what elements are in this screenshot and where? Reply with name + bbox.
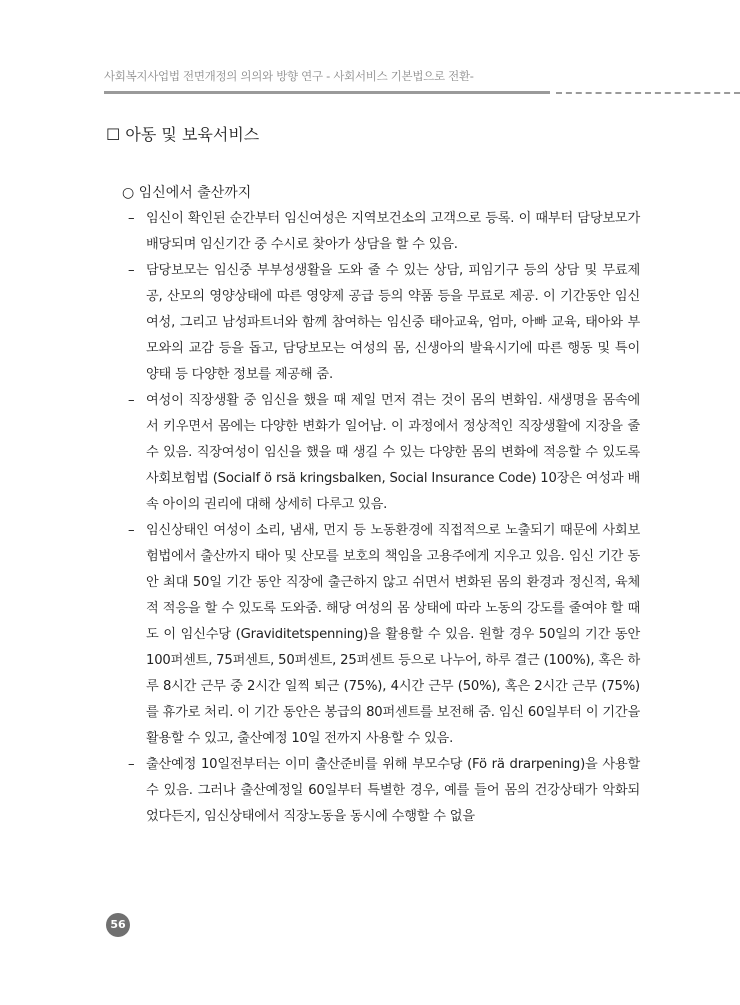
body-content — [128, 206, 640, 830]
subsection-heading: ○ 임신에서 출산까지 — [122, 185, 252, 201]
bullet-dash: – — [128, 393, 135, 408]
running-header-title: 사회복지사업법 전면개정의 의의와 방향 연구 - 사회서비스 기본법으로 전환- — [104, 69, 474, 83]
bullet-text: 출산예정 10일전부터는 이미 출산준비를 위해 부모수당 (Fö rä drarpening)을 사용할 수 있음. 그러나 출산예정일 60일부터 특별한 경우, 예를 들어 몸의 건강상태가 악화되었다든지, 임신상태에서 직장노동을 동시에 수행할 수 없을 — [146, 757, 640, 824]
bullet-item — [128, 388, 640, 518]
page-number-badge: 56 — [106, 913, 130, 937]
bullet-dash: – — [128, 523, 135, 538]
bullet-text: 임신이 확인된 순간부터 임신여성은 지역보건소의 고객으로 등록. 이 때부터 담당보모가 배당되며 임신기간 중 수시로 찾아가 상담을 할 수 있음. — [146, 211, 640, 252]
bullet-item — [128, 518, 640, 752]
bullet-dash: – — [128, 757, 135, 772]
bullet-item — [128, 258, 640, 388]
header-rule — [104, 91, 550, 94]
bullet-dash: – — [128, 211, 135, 226]
bullet-dash: – — [128, 263, 135, 278]
header-dashed-rule — [556, 92, 740, 94]
bullet-text: 임신상태인 여성이 소리, 냄새, 먼지 등 노동환경에 직접적으로 노출되기 때문에 사회보험법에서 출산까지 태아 및 산모를 보호의 책임을 고용주에게 지우고 있음. 임신 기간 동안 최대 50일 기간 동안 직장에 출근하지 않고 쉬면서 변화된 몸의 환경과 정신적, 육체적 적응을 할 수 있도록 도와줌. 해당 여성의 몸 상태에 따라 노동의 강도를 줄여야 할 때도 이 임신수당 (Graviditetspenning)을 활용할 수 있음. 원할 경우 50일의 기간 동안 100퍼센트, 75퍼센트, 50퍼센트, 25퍼센트 등으로 나누어, 하루 결근 (100%), 혹은 하루 8시간 근무 중 2시간 일찍 퇴근 (75%), 4시간 근무 (50%), 혹은 2시간 근무 (75%)를 휴가로 처리. 이 기간 동안은 봉급의 80퍼센트를 보전해 줌. 임신 60일부터 이 기간을 활용할 수 있고, 출산예정 10일 전까지 사용할 수 있음. — [146, 523, 640, 746]
section-heading: ☐ 아동 및 보육서비스 — [106, 125, 260, 144]
bullet-text: 여성이 직장생활 중 임신을 했을 때 제일 먼저 겪는 것이 몸의 변화임. 새생명을 몸속에서 키우면서 몸에는 다양한 변화가 일어남. 이 과정에서 정상적인 직장생활에 지장을 줄 수 있음. 직장여성이 임신을 했을 때 생길 수 있는 다양한 몸의 변화에 적응할 수 있도록 사회보험법 (Socialf ö rsä kringsbalken, Social Insurance Code) 10장은 여성과 배속 아이의 권리에 대해 상세히 다루고 있음. — [146, 393, 640, 512]
bullet-item — [128, 752, 640, 830]
bullet-item — [128, 206, 640, 258]
bullet-text: 담당보모는 임신중 부부성생활을 도와 줄 수 있는 상담, 피임기구 등의 상담 및 무료제공, 산모의 영양상태에 따른 영양제 공급 등의 약품 등을 무료로 제공. 이 기간동안 임신여성, 그리고 남성파트너와 함께 참여하는 임신중 태아교육, 엄마, 아빠 교육, 태아와 부모와의 교감 등을 돕고, 담당보모는 여성의 몸, 신생아의 발육시기에 따른 행동 및 특이 양태 등 다양한 정보를 제공해 줌. — [146, 263, 640, 382]
